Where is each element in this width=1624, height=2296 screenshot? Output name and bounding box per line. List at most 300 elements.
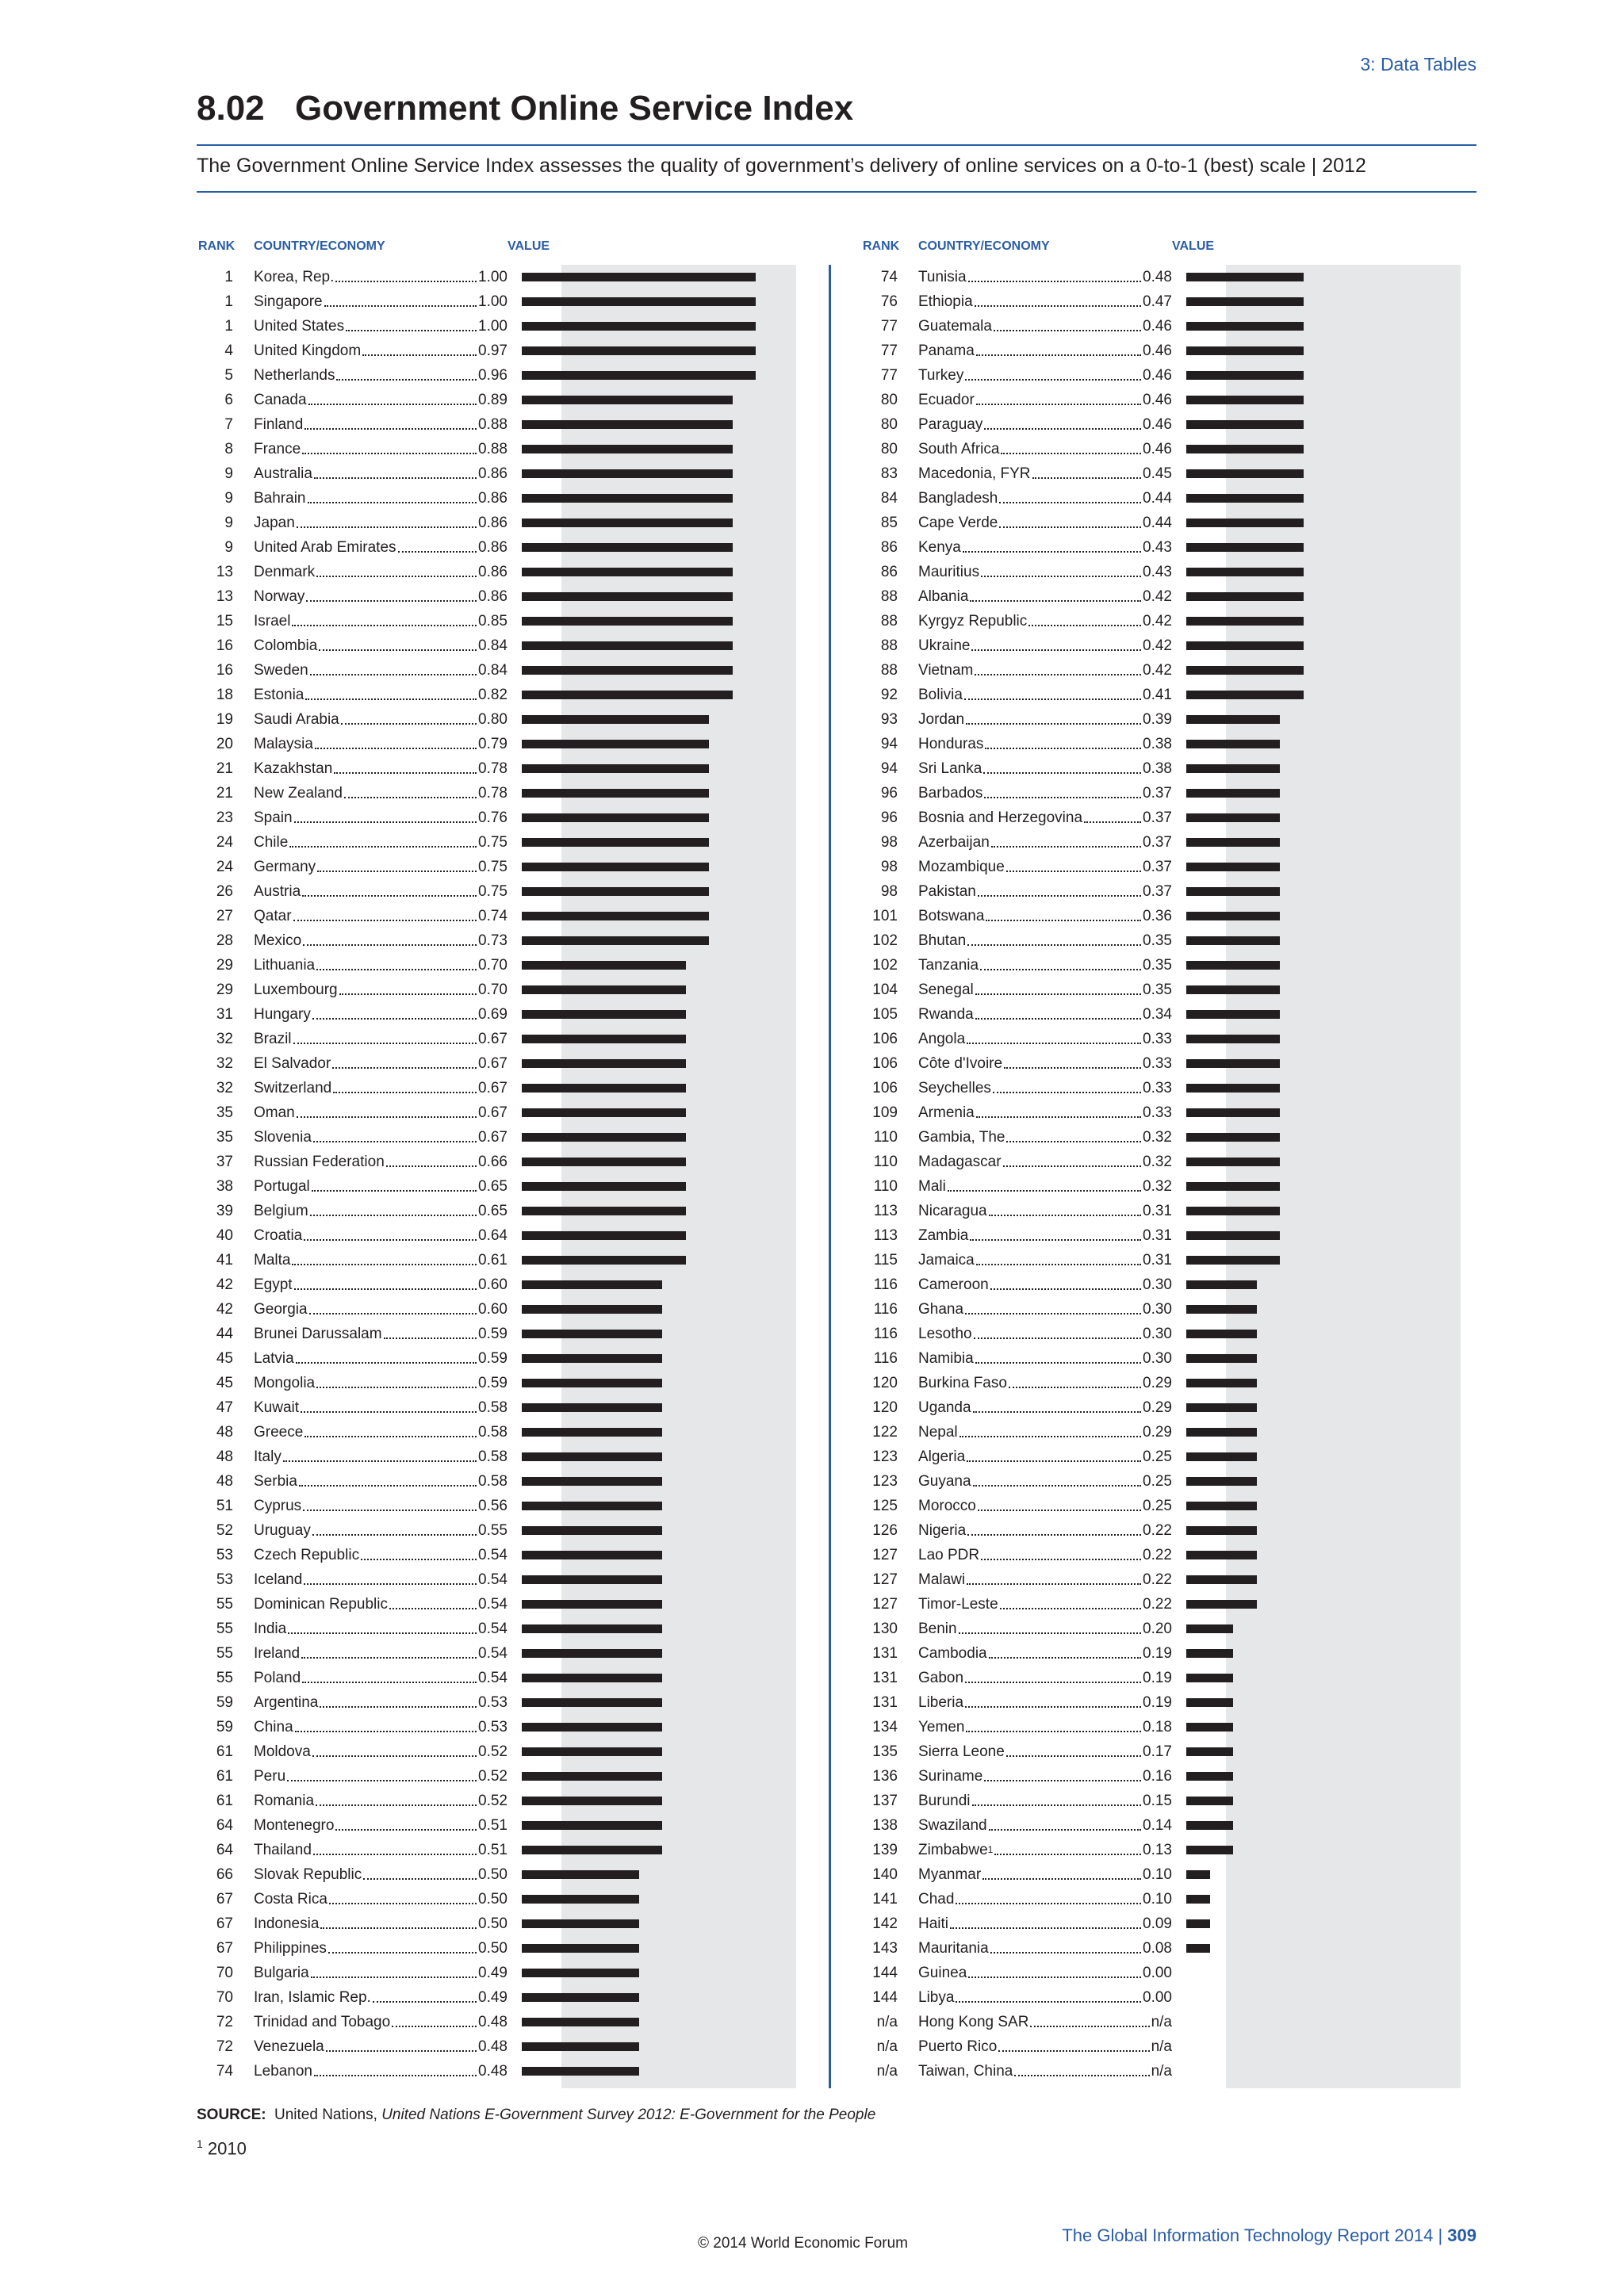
rank-cell: 13 <box>216 588 233 605</box>
table-row <box>198 511 801 535</box>
country-name: Taiwan, China <box>918 2063 1013 2080</box>
dot-leader <box>310 1215 477 1216</box>
value-cell: 0.50 <box>478 1940 508 1957</box>
table-row <box>863 781 1465 806</box>
country-name: India <box>254 1621 287 1637</box>
country-cell <box>254 1715 508 1739</box>
rank-cell: 8 <box>224 441 233 457</box>
country-name: Guyana <box>918 1473 971 1490</box>
rank-cell: 142 <box>872 1915 898 1932</box>
country-cell <box>254 1641 508 1666</box>
value-bar <box>1186 371 1304 380</box>
table-number: 8.02 <box>197 89 265 128</box>
country-name: Austria <box>254 883 301 900</box>
dot-leader <box>986 920 1141 921</box>
value-bar <box>522 617 733 626</box>
country-name: Nicaragua <box>918 1203 987 1219</box>
country-name: Tunisia <box>918 269 967 285</box>
value-bar <box>522 1870 639 1879</box>
table-row <box>198 1887 801 1911</box>
dot-leader <box>314 2075 477 2076</box>
dot-leader <box>963 551 1141 553</box>
section-link[interactable]: 3: Data Tables <box>1360 54 1477 75</box>
country-cell <box>918 1961 1172 1985</box>
dot-leader <box>392 2026 477 2027</box>
country-cell <box>254 1985 508 2010</box>
dot-leader <box>976 354 1141 356</box>
rank-cell: 53 <box>216 1547 233 1563</box>
value-bar <box>522 1010 686 1019</box>
rank-cell: 1 <box>224 269 233 285</box>
dot-leader <box>335 1829 477 1831</box>
country-name: Lao PDR <box>918 1547 980 1563</box>
table-row <box>198 1150 801 1174</box>
country-name: Burundi <box>918 1793 971 1809</box>
value-cell: 1.00 <box>478 293 508 310</box>
rank-cell: 24 <box>216 834 233 851</box>
value-bar <box>522 1231 686 1240</box>
country-name: Gabon <box>918 1670 964 1686</box>
value-cell: 0.25 <box>1143 1498 1172 1514</box>
table-row <box>863 289 1465 314</box>
dot-leader <box>361 1559 477 1560</box>
value-bar <box>522 1182 686 1191</box>
value-cell: 0.42 <box>1143 588 1172 605</box>
value-cell: 0.67 <box>478 1080 508 1096</box>
rank-cell: 76 <box>880 293 898 310</box>
table-row <box>863 756 1465 781</box>
country-name: Hungary <box>254 1006 311 1023</box>
value-cell: 0.65 <box>478 1203 508 1219</box>
value-bar <box>1186 1133 1280 1142</box>
rank-cell: 48 <box>216 1424 233 1441</box>
value-cell: 0.59 <box>478 1350 508 1367</box>
country-name: Croatia <box>254 1227 303 1244</box>
country-cell <box>254 1346 508 1371</box>
dot-leader <box>978 895 1141 897</box>
value-cell: 0.49 <box>478 1965 508 1981</box>
dot-leader <box>990 1288 1141 1290</box>
value-bar <box>522 961 686 970</box>
country-name: Chad <box>918 1891 955 1908</box>
rank-cell: 144 <box>872 1965 898 1981</box>
country-cell <box>918 1150 1172 1174</box>
rank-cell: 64 <box>216 1817 233 1834</box>
value-cell: 0.66 <box>478 1154 508 1170</box>
country-name: Honduras <box>918 736 984 752</box>
dot-leader <box>956 1903 1141 1904</box>
value-cell: 0.79 <box>478 736 508 752</box>
country-cell <box>254 265 508 289</box>
table-row <box>863 1838 1465 1862</box>
country-name: South Africa <box>918 441 1000 457</box>
value-bar <box>522 1919 639 1928</box>
country-cell <box>254 1469 508 1494</box>
country-cell <box>918 830 1172 855</box>
value-cell: 0.33 <box>1143 1104 1172 1121</box>
value-cell: 0.50 <box>478 1915 508 1932</box>
country-name: Israel <box>254 613 291 629</box>
rank-cell: 55 <box>216 1645 233 1662</box>
dot-leader <box>362 354 477 356</box>
rank-cell: 9 <box>224 539 233 556</box>
country-name: Ecuador <box>918 392 975 408</box>
value-bar <box>1186 1526 1257 1535</box>
dot-leader <box>965 1682 1141 1683</box>
country-cell <box>918 707 1172 732</box>
country-name: Kuwait <box>254 1399 300 1416</box>
country-cell <box>918 584 1172 609</box>
dot-leader <box>308 502 477 503</box>
country-cell <box>918 1346 1172 1371</box>
dot-leader <box>287 1780 477 1781</box>
dot-leader <box>334 772 477 774</box>
country-name: Argentina <box>254 1694 319 1711</box>
rank-cell: 15 <box>216 613 233 629</box>
country-name: Swaziland <box>918 1817 987 1834</box>
table-row <box>863 1666 1465 1690</box>
dot-leader <box>982 1878 1141 1880</box>
country-cell <box>918 1985 1172 2010</box>
rank-cell: 88 <box>880 637 898 654</box>
value-bar <box>522 1526 662 1535</box>
value-bar <box>522 887 709 896</box>
value-cell: 0.19 <box>1143 1670 1172 1686</box>
rank-cell: 66 <box>216 1866 233 1883</box>
dot-leader <box>999 526 1141 528</box>
value-bar <box>1186 1551 1257 1559</box>
country-name: Gambia, The <box>918 1129 1005 1146</box>
dot-leader <box>312 1534 477 1536</box>
dot-leader <box>1001 453 1141 454</box>
rank-cell: 110 <box>873 1154 898 1170</box>
value-bar <box>522 985 686 994</box>
table-row <box>198 412 801 437</box>
table-row <box>198 1223 801 1248</box>
value-bar <box>522 936 709 945</box>
rank-cell: 94 <box>880 760 898 777</box>
rank-cell: 52 <box>216 1522 233 1539</box>
country-name: Mauritius <box>918 564 980 580</box>
value-bar <box>522 666 733 675</box>
country-name: Lebanon <box>254 2063 312 2080</box>
country-cell <box>918 2034 1172 2059</box>
value-bar <box>1186 297 1304 306</box>
dot-leader <box>314 477 477 479</box>
country-name: Suriname <box>918 1768 983 1785</box>
country-name: Zimbabwe <box>918 1842 988 1858</box>
table-row <box>863 1813 1465 1838</box>
rank-cell: 96 <box>880 785 898 802</box>
rank-cell: 127 <box>872 1596 898 1613</box>
dot-leader <box>965 379 1141 381</box>
dot-leader <box>974 1337 1141 1339</box>
table-row <box>863 461 1465 486</box>
rank-cell: 88 <box>880 662 898 679</box>
value-bar <box>522 1649 662 1658</box>
value-bar <box>1186 641 1304 650</box>
country-cell <box>254 1764 508 1789</box>
country-name: Malawi <box>918 1571 966 1588</box>
country-cell <box>918 2010 1172 2034</box>
value-bar <box>522 1969 639 1977</box>
value-cell: 0.65 <box>478 1178 508 1195</box>
country-name: Trinidad and Tobago <box>254 2014 391 2030</box>
country-name: Colombia <box>254 637 318 654</box>
rank-cell: 1 <box>224 293 233 310</box>
dot-leader <box>310 674 477 675</box>
table-row <box>198 1469 801 1494</box>
country-name: Uruguay <box>254 1522 311 1539</box>
table-row <box>863 1445 1465 1469</box>
source-note <box>197 2107 875 2124</box>
country-name: Georgia <box>254 1301 308 1318</box>
table-row <box>198 1420 801 1445</box>
country-name: Australia <box>254 465 312 482</box>
value-bar <box>522 1821 662 1830</box>
table-row <box>198 855 801 879</box>
table-row <box>863 683 1465 707</box>
country-name: Azerbaijan <box>918 834 990 851</box>
country-name: Turkey <box>918 367 964 384</box>
dot-leader <box>973 1485 1141 1487</box>
rank-cell: 77 <box>880 342 898 359</box>
table-row <box>863 535 1465 560</box>
rank-cell: 88 <box>880 613 898 629</box>
country-name: Sweden <box>254 662 308 679</box>
rank-cell: 19 <box>216 711 233 728</box>
value-bar <box>522 2018 639 2026</box>
country-cell <box>918 1666 1172 1690</box>
rank-cell: 72 <box>216 2038 233 2055</box>
rank-cell: 92 <box>880 687 898 703</box>
rank-cell: 116 <box>873 1276 898 1293</box>
country-name: Albania <box>918 588 969 605</box>
value-bar <box>522 1330 662 1338</box>
table-row <box>863 1346 1465 1371</box>
value-cell: 0.50 <box>478 1891 508 1908</box>
value-cell: 0.25 <box>1143 1448 1172 1465</box>
dot-leader <box>984 797 1141 798</box>
country-name: Armenia <box>918 1104 975 1121</box>
table-row <box>198 1666 801 1690</box>
value-bar <box>522 346 756 355</box>
value-cell: 0.80 <box>478 711 508 728</box>
value-bar <box>1186 1379 1257 1387</box>
value-cell: n/a <box>1151 2014 1172 2030</box>
rank-cell: 47 <box>216 1399 233 1416</box>
value-bar <box>522 1428 662 1437</box>
value-cell: 0.35 <box>1143 957 1172 974</box>
country-cell <box>918 535 1172 560</box>
table-row <box>198 339 801 363</box>
country-cell <box>254 1027 508 1051</box>
country-name: Bolivia <box>918 687 963 703</box>
country-cell <box>254 1420 508 1445</box>
table-row <box>863 707 1465 732</box>
value-bar <box>1186 322 1304 331</box>
rank-cell: 106 <box>872 1080 898 1096</box>
country-name: Malaysia <box>254 736 313 752</box>
table-row <box>863 1100 1465 1125</box>
value-cell: 0.54 <box>478 1596 508 1613</box>
country-cell <box>254 904 508 928</box>
country-cell <box>918 1813 1172 1838</box>
footnote-marker: 1 <box>197 2137 203 2150</box>
value-cell: 0.22 <box>1143 1571 1172 1588</box>
rank-cell: 123 <box>872 1448 898 1465</box>
value-cell: 0.37 <box>1143 834 1172 851</box>
dot-leader <box>950 1927 1141 1929</box>
value-cell: 0.36 <box>1143 908 1172 924</box>
value-cell: 0.14 <box>1143 1817 1172 1834</box>
country-name: Mali <box>918 1178 946 1195</box>
dot-leader <box>989 1215 1141 1216</box>
table-row <box>198 1985 801 2010</box>
value-cell: 0.53 <box>478 1719 508 1735</box>
rank-cell: 29 <box>216 957 233 974</box>
value-bar <box>522 568 733 576</box>
value-bar <box>522 543 733 552</box>
dot-leader <box>296 1362 477 1364</box>
dot-leader <box>329 1903 477 1904</box>
value-cell: 0.58 <box>478 1399 508 1416</box>
dot-leader <box>297 526 477 528</box>
value-bar <box>1186 1256 1280 1265</box>
rank-cell: 135 <box>872 1743 898 1760</box>
country-cell <box>254 1690 508 1715</box>
country-name: Madagascar <box>918 1154 1002 1170</box>
country-name: Ethiopia <box>918 293 973 310</box>
value-bar <box>1186 617 1304 626</box>
value-bar <box>522 813 709 822</box>
rank-cell: 16 <box>216 662 233 679</box>
country-cell <box>254 289 508 314</box>
value-cell: 0.58 <box>478 1448 508 1465</box>
value-bar <box>1186 912 1280 920</box>
rank-cell: 67 <box>216 1891 233 1908</box>
rank-cell: 7 <box>224 416 233 433</box>
dot-leader <box>965 1706 1141 1708</box>
country-name: Thailand <box>254 1842 312 1858</box>
rank-cell: 72 <box>216 2014 233 2030</box>
country-cell <box>254 1174 508 1199</box>
dot-leader <box>971 649 1141 651</box>
table-row <box>198 486 801 511</box>
value-bar <box>522 1624 662 1633</box>
country-name: Netherlands <box>254 367 335 384</box>
value-cell: 0.54 <box>478 1571 508 1588</box>
rank-cell: 98 <box>880 859 898 875</box>
country-cell <box>918 1936 1172 1961</box>
table-row <box>863 1911 1465 1936</box>
country-cell <box>918 1838 1172 1862</box>
value-cell: 0.43 <box>1143 564 1172 580</box>
table-row <box>198 756 801 781</box>
value-bar <box>522 322 756 331</box>
value-bar <box>522 1379 662 1387</box>
table-row <box>198 1862 801 1887</box>
dot-leader <box>981 1559 1141 1560</box>
country-cell <box>918 756 1172 781</box>
value-cell: 0.08 <box>1143 1940 1172 1957</box>
country-cell <box>918 1420 1172 1445</box>
value-bar <box>522 273 756 281</box>
dot-leader <box>991 846 1141 848</box>
rank-cell: 40 <box>216 1227 233 1244</box>
rank-cell: 130 <box>872 1621 898 1637</box>
table-row <box>863 1789 1465 1813</box>
table-row <box>863 609 1465 633</box>
country-cell <box>254 1666 508 1690</box>
table-row <box>198 978 801 1002</box>
value-bar <box>522 1698 662 1707</box>
value-bar <box>1186 445 1304 453</box>
country-cell <box>254 879 508 904</box>
value-cell: 0.49 <box>478 1989 508 2006</box>
table-row <box>198 1199 801 1223</box>
country-cell <box>254 1813 508 1838</box>
value-bar <box>1186 1207 1280 1215</box>
dot-leader <box>304 428 477 430</box>
dot-leader <box>346 330 477 331</box>
country-cell <box>254 437 508 461</box>
table-row <box>863 633 1465 658</box>
rank-cell: 134 <box>872 1719 898 1735</box>
country-name: Morocco <box>918 1498 976 1514</box>
value-cell: 0.59 <box>478 1375 508 1391</box>
table-row <box>863 1223 1465 1248</box>
value-cell: 0.73 <box>478 932 508 949</box>
value-cell: 0.25 <box>1143 1473 1172 1490</box>
rank-cell: 127 <box>872 1571 898 1588</box>
value-cell: 0.84 <box>478 662 508 679</box>
country-cell <box>918 1027 1172 1051</box>
country-name: Panama <box>918 342 975 359</box>
rank-cell: 86 <box>880 564 898 580</box>
value-bar <box>1186 1772 1233 1781</box>
rank-cell: 59 <box>216 1694 233 1711</box>
value-cell: 0.09 <box>1143 1915 1172 1932</box>
dot-leader <box>304 1436 477 1437</box>
dot-leader <box>312 1190 477 1192</box>
dot-leader <box>326 2050 477 2052</box>
dot-leader <box>959 1632 1141 1634</box>
country-name: Timor-Leste <box>918 1596 998 1613</box>
value-cell: 0.78 <box>478 785 508 802</box>
dot-leader <box>305 698 477 700</box>
table-row <box>198 437 801 461</box>
country-name: Ghana <box>918 1301 964 1318</box>
value-cell: 0.47 <box>1143 293 1172 310</box>
value-bar <box>522 1452 662 1461</box>
rank-cell: 115 <box>873 1252 898 1269</box>
value-cell: 0.67 <box>478 1055 508 1072</box>
value-bar <box>522 1797 662 1805</box>
country-name: Kyrgyz Republic <box>918 613 1028 629</box>
rank-cell: 37 <box>216 1154 233 1170</box>
value-bar <box>522 1207 686 1215</box>
dot-leader <box>317 871 477 872</box>
country-cell <box>254 1051 508 1076</box>
rank-cell: 113 <box>873 1227 898 1244</box>
value-bar <box>1186 1059 1280 1068</box>
rank-cell: 83 <box>880 465 898 482</box>
country-cell <box>254 1617 508 1641</box>
value-bar <box>522 519 733 527</box>
country-cell <box>918 928 1172 953</box>
value-cell: 0.51 <box>478 1817 508 1834</box>
